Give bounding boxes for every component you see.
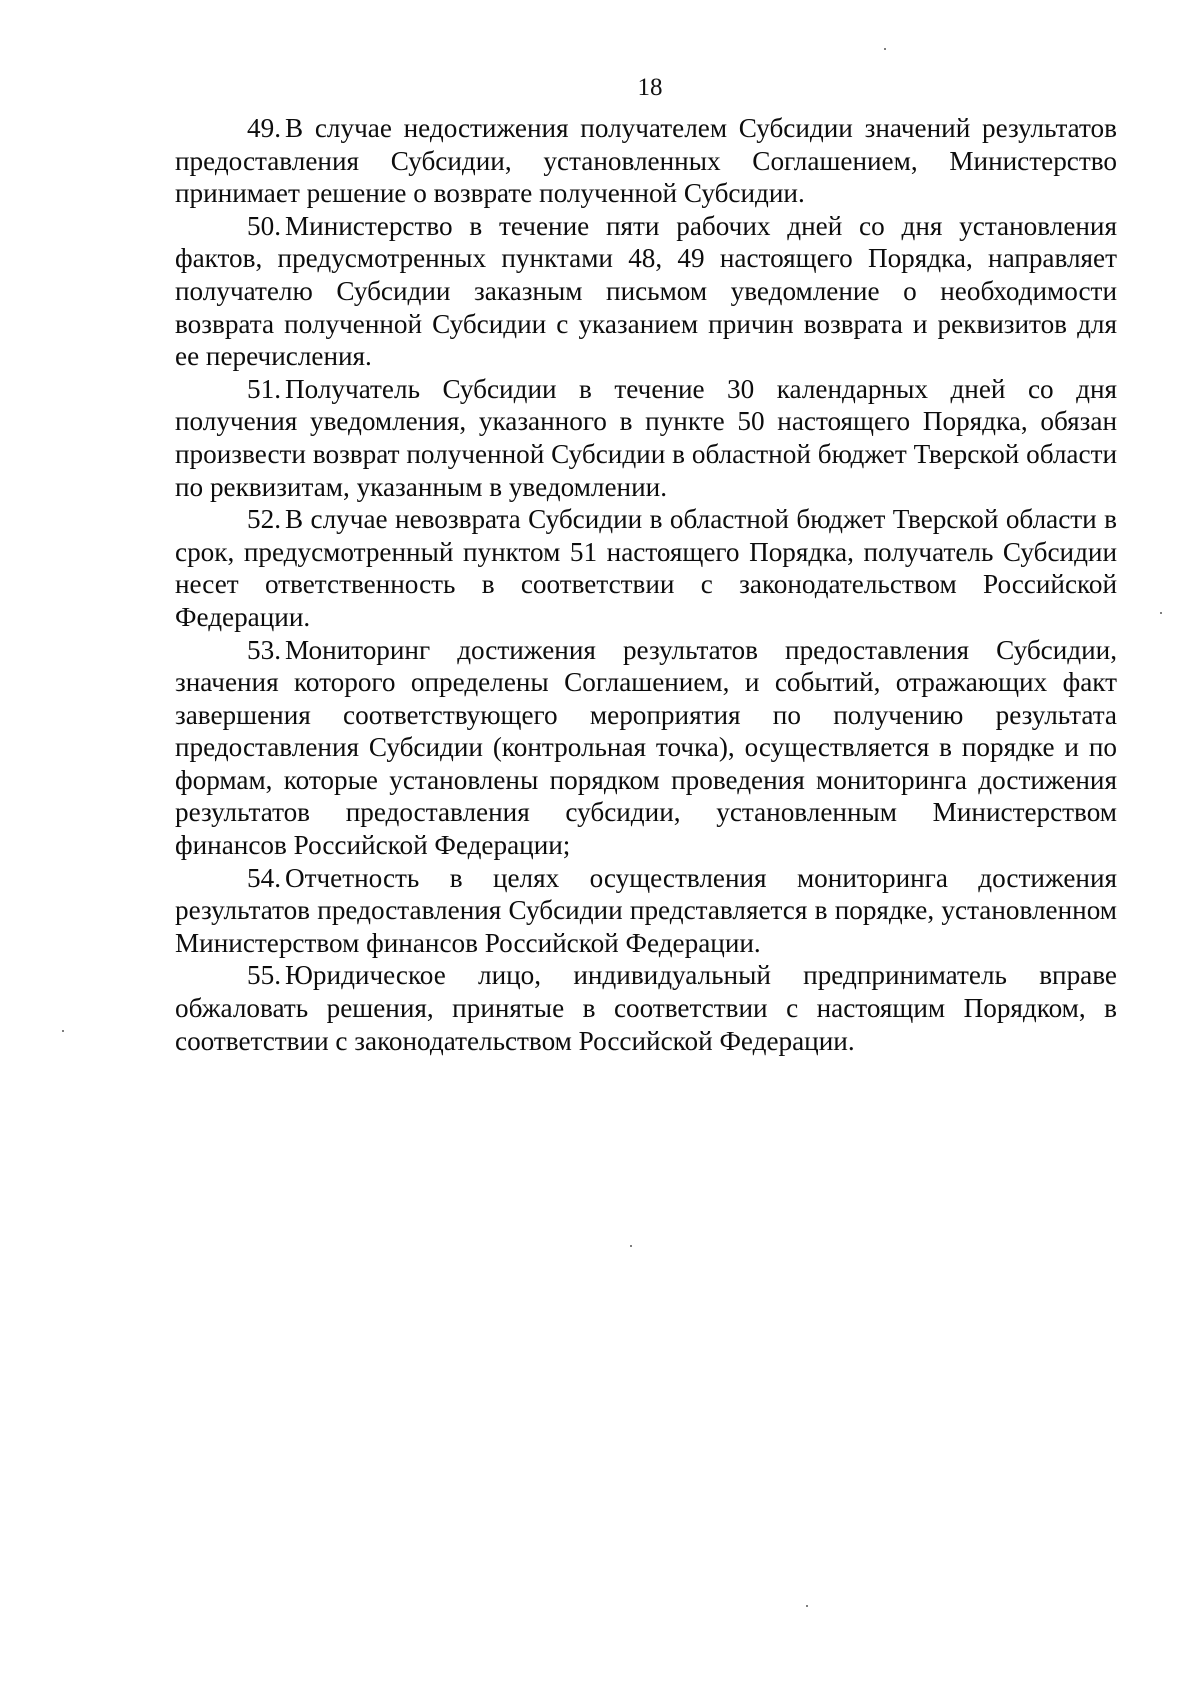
paragraph-number: 55. <box>247 960 281 991</box>
paragraph-49 <box>175 112 1117 210</box>
document-body <box>175 112 1117 1057</box>
page-number: 18 <box>637 74 663 101</box>
paragraph-number: 49. <box>247 113 281 143</box>
paragraph-number: 50. <box>247 210 281 241</box>
paragraph-54 <box>175 862 1117 960</box>
paragraph-53 <box>175 634 1117 862</box>
paragraph-51 <box>175 373 1117 503</box>
paragraph-50 <box>175 210 1117 373</box>
paragraph-text: В случае недостижения получателем Субсидии значений результатов предоставления Субсидии, установленных Соглашением, Министерство принимает решение о возврате полученной Субсидии. <box>175 113 1117 209</box>
scan-speck <box>1160 612 1162 614</box>
paragraph-number: 54. <box>247 862 281 893</box>
scan-speck <box>62 1030 64 1032</box>
paragraph-55 <box>175 959 1117 1057</box>
paragraph-number: 51. <box>247 373 281 404</box>
paragraph-text: Юридическое лицо, индивидуальный предприниматель вправе обжаловать решения, принятые в соответствии с настоящим Порядком, в соответствии с законодательством Российской Федерации. <box>175 960 1117 1056</box>
scan-speck <box>630 1245 632 1247</box>
paragraph-text: Получатель Субсидии в течение 30 календарных дней со дня получения уведомления, указанного в пункте 50 настоящего Порядка, обязан произвести возврат полученной Субсидии в областной бюджет Тверской области по реквизитам, указанным в уведомлении. <box>175 373 1117 502</box>
scan-speck <box>806 1605 808 1607</box>
paragraph-text: В случае невозврата Субсидии в областной бюджет Тверской области в срок, предусмотренный пунктом 51 настоящего Порядка, получатель Субсидии несет ответственность в соответствии с законодательством Российской Федерации. <box>175 504 1117 632</box>
paragraph-text: Отчетность в целях осуществления мониторинга достижения результатов предоставления Субсидии представляется в порядке, установленном Министерством финансов Российской Федерации. <box>175 862 1117 958</box>
scan-speck <box>884 48 886 50</box>
paragraph-number: 52. <box>247 504 281 535</box>
paragraph-52 <box>175 503 1117 633</box>
paragraph-number: 53. <box>247 634 281 665</box>
paragraph-text: Мониторинг достижения результатов предоставления Субсидии, значения которого определены Соглашением, и событий, отражающих факт завершения соответствующего мероприятия по получению результата предоставления Субсидии (контрольная точка), осуществляется в порядке и по формам, которые установлены порядком проведения мониторинга достижения результатов предоставления субсидии, установленным Министерством финансов Российской Федерации; <box>175 634 1117 861</box>
paragraph-text: Министерство в течение пяти рабочих дней со дня установления фактов, предусмотренных пунктами 48, 49 настоящего Порядка, направляет получателю Субсидии заказным письмом уведомление о необходимости возврата полученной Субсидии с указанием причин возврата и реквизитов для ее перечисления. <box>175 210 1117 372</box>
